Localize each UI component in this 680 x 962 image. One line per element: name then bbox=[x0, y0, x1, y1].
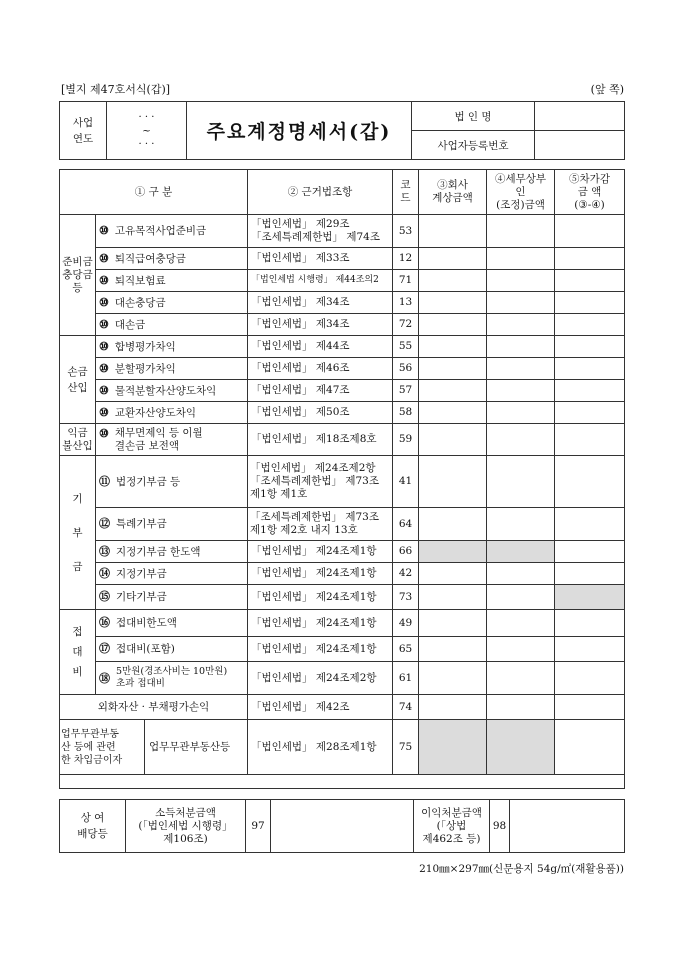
bonus-dividend-table bbox=[59, 799, 625, 853]
row-number: ⑫ bbox=[99, 517, 110, 530]
table-row bbox=[60, 456, 625, 508]
row-code: 12 bbox=[393, 248, 419, 270]
row-code: 53 bbox=[393, 215, 419, 248]
row-number: ⑩ bbox=[99, 273, 109, 287]
row-name bbox=[96, 380, 248, 402]
spacer-cell bbox=[60, 775, 625, 789]
row-law: 「법인세법」 제24조제2항 「조세특례제한법」 제73조 제1항 제1호 bbox=[248, 456, 393, 508]
difference-cell[interactable] bbox=[555, 292, 625, 314]
difference-cell[interactable] bbox=[555, 358, 625, 380]
group-donation-char: 기 bbox=[72, 492, 83, 505]
company-amount-cell[interactable] bbox=[419, 456, 487, 508]
company-amount-cell[interactable] bbox=[419, 695, 487, 720]
difference-cell[interactable] bbox=[555, 610, 625, 637]
row-code: 64 bbox=[393, 508, 419, 541]
tax-adjust-cell[interactable] bbox=[487, 292, 555, 314]
row-code: 55 bbox=[393, 336, 419, 358]
difference-cell[interactable] bbox=[555, 248, 625, 270]
form-code: [별지 제47호서식(갑)] bbox=[61, 83, 171, 96]
row-name bbox=[96, 563, 248, 585]
row-code: 58 bbox=[393, 402, 419, 424]
row-number: ⑪ bbox=[99, 474, 110, 488]
tax-adjust-cell[interactable] bbox=[487, 585, 555, 610]
row-name bbox=[96, 541, 248, 563]
row-law: 「법인세법」 제34조 bbox=[248, 292, 393, 314]
row-law: 「법인세법」 제24조제1항 bbox=[248, 563, 393, 585]
col-company-amount: ③회사 계상금액 bbox=[419, 170, 487, 215]
row-law: 「법인세법」 제28조제1항 bbox=[248, 720, 393, 775]
shaded-cell bbox=[487, 720, 555, 775]
row-name bbox=[96, 358, 248, 380]
row-label: 접대비(포함) bbox=[116, 643, 175, 655]
row-label: 물적분할자산양도차익 bbox=[114, 384, 217, 397]
row-law: 「법인세법 시행령」 제44조의2 bbox=[248, 270, 393, 292]
company-amount-cell[interactable] bbox=[419, 637, 487, 662]
tax-adjust-cell[interactable] bbox=[487, 610, 555, 637]
realestate-label: 업무무관부동산등 bbox=[149, 740, 231, 753]
row-label: 퇴직급여충당금 bbox=[114, 252, 186, 265]
table-row bbox=[60, 424, 625, 456]
start-date-dots: · · · bbox=[138, 111, 155, 123]
company-amount-cell[interactable] bbox=[419, 380, 487, 402]
row-label: 분할평가차익 bbox=[114, 362, 176, 375]
company-amount-cell[interactable] bbox=[419, 662, 487, 695]
page-side: (앞 쪽) bbox=[590, 83, 624, 96]
income-disposition-label: 소득처분금액 (「법인세법 시행령」 제106조) bbox=[126, 800, 246, 853]
row-label: 퇴직보험료 bbox=[114, 274, 166, 287]
shaded-cell bbox=[487, 541, 555, 563]
row-name bbox=[96, 424, 248, 456]
row-code: 49 bbox=[393, 610, 419, 637]
row-name bbox=[96, 637, 248, 662]
shaded-cell bbox=[419, 720, 487, 775]
row-name bbox=[96, 508, 248, 541]
row-label: 채무면제익 등 이월 결손금 보전액 bbox=[114, 426, 203, 452]
spacer-row bbox=[60, 775, 625, 789]
tax-adjust-cell[interactable] bbox=[487, 424, 555, 456]
tax-adjust-cell[interactable] bbox=[487, 314, 555, 336]
table-row bbox=[60, 695, 625, 720]
row-number: ⑩ bbox=[99, 426, 109, 440]
difference-cell[interactable] bbox=[555, 380, 625, 402]
row-law: 「조세특례제한법」 제73조 제1항 제2호 내지 13호 bbox=[248, 508, 393, 541]
biz-no-field[interactable] bbox=[535, 131, 625, 160]
profit-disposition-field[interactable] bbox=[510, 800, 625, 853]
tax-adjust-cell[interactable] bbox=[487, 402, 555, 424]
group-entertainment-char: 접 bbox=[72, 626, 83, 638]
difference-cell[interactable] bbox=[555, 662, 625, 695]
shaded-cell bbox=[555, 585, 625, 610]
company-amount-cell[interactable] bbox=[419, 292, 487, 314]
fiscal-year-label: 사업 연도 bbox=[60, 102, 107, 160]
shaded-cell bbox=[419, 541, 487, 563]
col-tax-adjust: ④세무상부인 (조정)금액 bbox=[487, 170, 555, 215]
row-name bbox=[96, 336, 248, 358]
tax-adjust-cell[interactable] bbox=[487, 695, 555, 720]
corp-name-label: 법 인 명 bbox=[412, 102, 535, 131]
row-label: 고유목적사업준비금 bbox=[114, 225, 207, 237]
group-loss: 손금 산입 bbox=[60, 336, 96, 424]
row-number: ⑩ bbox=[99, 224, 109, 237]
row-law: 「법인세법」 제24조제1항 bbox=[248, 585, 393, 610]
tax-adjust-cell[interactable] bbox=[487, 456, 555, 508]
row-label: 특례기부금 bbox=[116, 518, 167, 530]
row-name bbox=[96, 215, 248, 248]
group-donation bbox=[60, 456, 96, 610]
tax-adjust-cell[interactable] bbox=[487, 336, 555, 358]
table-row bbox=[60, 380, 625, 402]
row-code: 13 bbox=[393, 292, 419, 314]
col-difference: ⑤차가감 금 액 (③-④) bbox=[555, 170, 625, 215]
income-disposition-field[interactable] bbox=[271, 800, 414, 853]
row-code: 61 bbox=[393, 662, 419, 695]
income-disposition-code: 97 bbox=[246, 800, 271, 853]
group-donation-char: 부 bbox=[72, 526, 83, 539]
tax-adjust-cell[interactable] bbox=[487, 380, 555, 402]
company-amount-cell[interactable] bbox=[419, 563, 487, 585]
table-row bbox=[60, 358, 625, 380]
difference-cell[interactable] bbox=[555, 695, 625, 720]
table-row bbox=[60, 637, 625, 662]
row-name bbox=[96, 314, 248, 336]
row-label: 대손금 bbox=[114, 318, 146, 331]
row-law: 「법인세법」 제42조 bbox=[248, 695, 393, 720]
row-law: 「법인세법」 제24조제1항 bbox=[248, 637, 393, 662]
row-number: ⑩ bbox=[99, 317, 109, 331]
row-number: ⑯ bbox=[99, 616, 110, 629]
row-code: 65 bbox=[393, 637, 419, 662]
row-code: 73 bbox=[393, 585, 419, 610]
row-number: ⑮ bbox=[99, 590, 110, 603]
row-number: ⑩ bbox=[99, 405, 109, 419]
paper-spec: 210㎜×297㎜(신문용지 54g/㎡(재활용품)) bbox=[419, 863, 624, 875]
row-name bbox=[96, 270, 248, 292]
table-row bbox=[60, 292, 625, 314]
tax-adjust-cell[interactable] bbox=[487, 358, 555, 380]
realestate-group: 업무무관부동 산 등에 관련 한 차입금이자 bbox=[60, 720, 145, 774]
row-law: 「법인세법」 제34조 bbox=[248, 314, 393, 336]
row-name bbox=[96, 402, 248, 424]
difference-cell[interactable] bbox=[555, 720, 625, 775]
row-law: 「법인세법」 제46조 bbox=[248, 358, 393, 380]
company-amount-cell[interactable] bbox=[419, 610, 487, 637]
row-code: 59 bbox=[393, 424, 419, 456]
company-amount-cell[interactable] bbox=[419, 358, 487, 380]
fiscal-year-range bbox=[107, 102, 187, 160]
table-row bbox=[60, 610, 625, 637]
difference-cell[interactable] bbox=[555, 215, 625, 248]
company-amount-cell[interactable] bbox=[419, 248, 487, 270]
difference-cell[interactable] bbox=[555, 270, 625, 292]
row-law: 「법인세법」 제24조제1항 bbox=[248, 610, 393, 637]
row-label: 접대비한도액 bbox=[116, 617, 177, 629]
row-label: 기타기부금 bbox=[116, 591, 167, 603]
table-row bbox=[60, 720, 625, 775]
row-code: 66 bbox=[393, 541, 419, 563]
company-amount-cell[interactable] bbox=[419, 508, 487, 541]
difference-cell[interactable] bbox=[555, 314, 625, 336]
company-amount-cell[interactable] bbox=[419, 270, 487, 292]
row-number: ⑩ bbox=[99, 339, 109, 353]
date-separator: ~ bbox=[142, 124, 151, 137]
row-name bbox=[96, 248, 248, 270]
difference-cell[interactable] bbox=[555, 563, 625, 585]
tax-adjust-cell[interactable] bbox=[487, 662, 555, 695]
profit-disposition-code: 98 bbox=[490, 800, 510, 853]
row-number: ⑩ bbox=[99, 383, 109, 397]
row-number: ⑩ bbox=[99, 361, 109, 375]
row-law: 「법인세법」 제29조 「조세특례제한법」 제74조 bbox=[248, 215, 393, 248]
col-code: 코드 bbox=[393, 170, 419, 215]
row-number: ⑱ bbox=[99, 671, 110, 685]
row-code: 42 bbox=[393, 563, 419, 585]
page-title: 주요계정명세서(갑) bbox=[187, 102, 412, 160]
row-number: ⑰ bbox=[99, 642, 110, 655]
row-number: ⑩ bbox=[99, 251, 109, 265]
row-label: 5만원(경조사비는 10만원) 초과 접대비 bbox=[116, 666, 228, 689]
row-label: 지정기부금 bbox=[116, 567, 167, 580]
row-code: 74 bbox=[393, 695, 419, 720]
table-row bbox=[60, 541, 625, 563]
row-name bbox=[96, 456, 248, 508]
tax-adjust-cell[interactable] bbox=[487, 248, 555, 270]
table-row bbox=[60, 585, 625, 610]
table-row bbox=[60, 215, 625, 248]
profit-disposition-label: 이익처분금액 (「상법 제462조 등) bbox=[414, 800, 490, 853]
row-code: 71 bbox=[393, 270, 419, 292]
group-gain: 익금 불산입 bbox=[60, 424, 96, 456]
row-law: 「법인세법」 제47조 bbox=[248, 380, 393, 402]
bonus-dividend-label: 상 여 배당등 bbox=[60, 800, 126, 853]
company-amount-cell[interactable] bbox=[419, 336, 487, 358]
row-number: ⑩ bbox=[99, 295, 109, 309]
group-entertainment bbox=[60, 610, 96, 695]
row-name bbox=[96, 292, 248, 314]
row-label: 지정기부금 한도액 bbox=[116, 545, 201, 558]
row-law: 「법인세법」 제18조제8호 bbox=[248, 424, 393, 456]
table-row bbox=[60, 662, 625, 695]
difference-cell[interactable] bbox=[555, 637, 625, 662]
company-amount-cell[interactable] bbox=[419, 585, 487, 610]
row-name bbox=[96, 610, 248, 637]
table-row bbox=[60, 270, 625, 292]
table-row bbox=[60, 402, 625, 424]
company-amount-cell[interactable] bbox=[419, 402, 487, 424]
row-law: 「법인세법」 제44조 bbox=[248, 336, 393, 358]
group-reserve: 준비금 충당금 등 bbox=[60, 215, 96, 336]
corp-name-field[interactable] bbox=[535, 102, 625, 131]
tax-adjust-cell[interactable] bbox=[487, 270, 555, 292]
row-label: 법정기부금 등 bbox=[116, 475, 181, 488]
group-donation-char: 금 bbox=[72, 560, 83, 573]
difference-cell[interactable] bbox=[555, 456, 625, 508]
company-amount-cell[interactable] bbox=[419, 215, 487, 248]
biz-no-label: 사업자등록번호 bbox=[412, 131, 535, 160]
difference-cell[interactable] bbox=[555, 508, 625, 541]
row-code: 56 bbox=[393, 358, 419, 380]
accounts-table bbox=[59, 169, 625, 789]
row-label: 교환자산양도차익 bbox=[114, 406, 197, 419]
table-row bbox=[60, 336, 625, 358]
table-row bbox=[60, 508, 625, 541]
col-law: ② 근거법조항 bbox=[248, 170, 393, 215]
col-category: ① 구 분 bbox=[60, 170, 248, 215]
row-number: ⑭ bbox=[99, 566, 110, 580]
column-header-row bbox=[60, 170, 625, 215]
difference-cell[interactable] bbox=[555, 424, 625, 456]
table-row bbox=[60, 563, 625, 585]
company-amount-cell[interactable] bbox=[419, 424, 487, 456]
row-name bbox=[96, 662, 248, 695]
tax-adjust-cell[interactable] bbox=[487, 563, 555, 585]
tax-adjust-cell[interactable] bbox=[487, 508, 555, 541]
company-amount-cell[interactable] bbox=[419, 314, 487, 336]
group-entertainment-char: 비 bbox=[72, 666, 83, 678]
group-entertainment-char: 대 bbox=[72, 646, 83, 658]
row-code: 72 bbox=[393, 314, 419, 336]
difference-cell[interactable] bbox=[555, 336, 625, 358]
row-law: 「법인세법」 제24조제1항 bbox=[248, 541, 393, 563]
table-row bbox=[60, 248, 625, 270]
row-number: ⑬ bbox=[99, 544, 110, 558]
realestate-cell bbox=[60, 720, 248, 775]
row-code: 57 bbox=[393, 380, 419, 402]
header-table bbox=[59, 101, 625, 160]
table-row bbox=[60, 314, 625, 336]
row-law: 「법인세법」 제24조제2항 bbox=[248, 662, 393, 695]
row-label: 대손충당금 bbox=[114, 296, 166, 309]
end-date-dots: · · · bbox=[138, 138, 155, 150]
row-code: 41 bbox=[393, 456, 419, 508]
row-name bbox=[96, 585, 248, 610]
row-code: 75 bbox=[393, 720, 419, 775]
tax-adjust-cell[interactable] bbox=[487, 215, 555, 248]
tax-adjust-cell[interactable] bbox=[487, 637, 555, 662]
row-label: 외화자산 · 부채평가손익 bbox=[60, 695, 248, 720]
row-law: 「법인세법」 제50조 bbox=[248, 402, 393, 424]
difference-cell[interactable] bbox=[555, 541, 625, 563]
difference-cell[interactable] bbox=[555, 402, 625, 424]
row-law: 「법인세법」 제33조 bbox=[248, 248, 393, 270]
row-label: 합병평가차익 bbox=[114, 340, 176, 353]
